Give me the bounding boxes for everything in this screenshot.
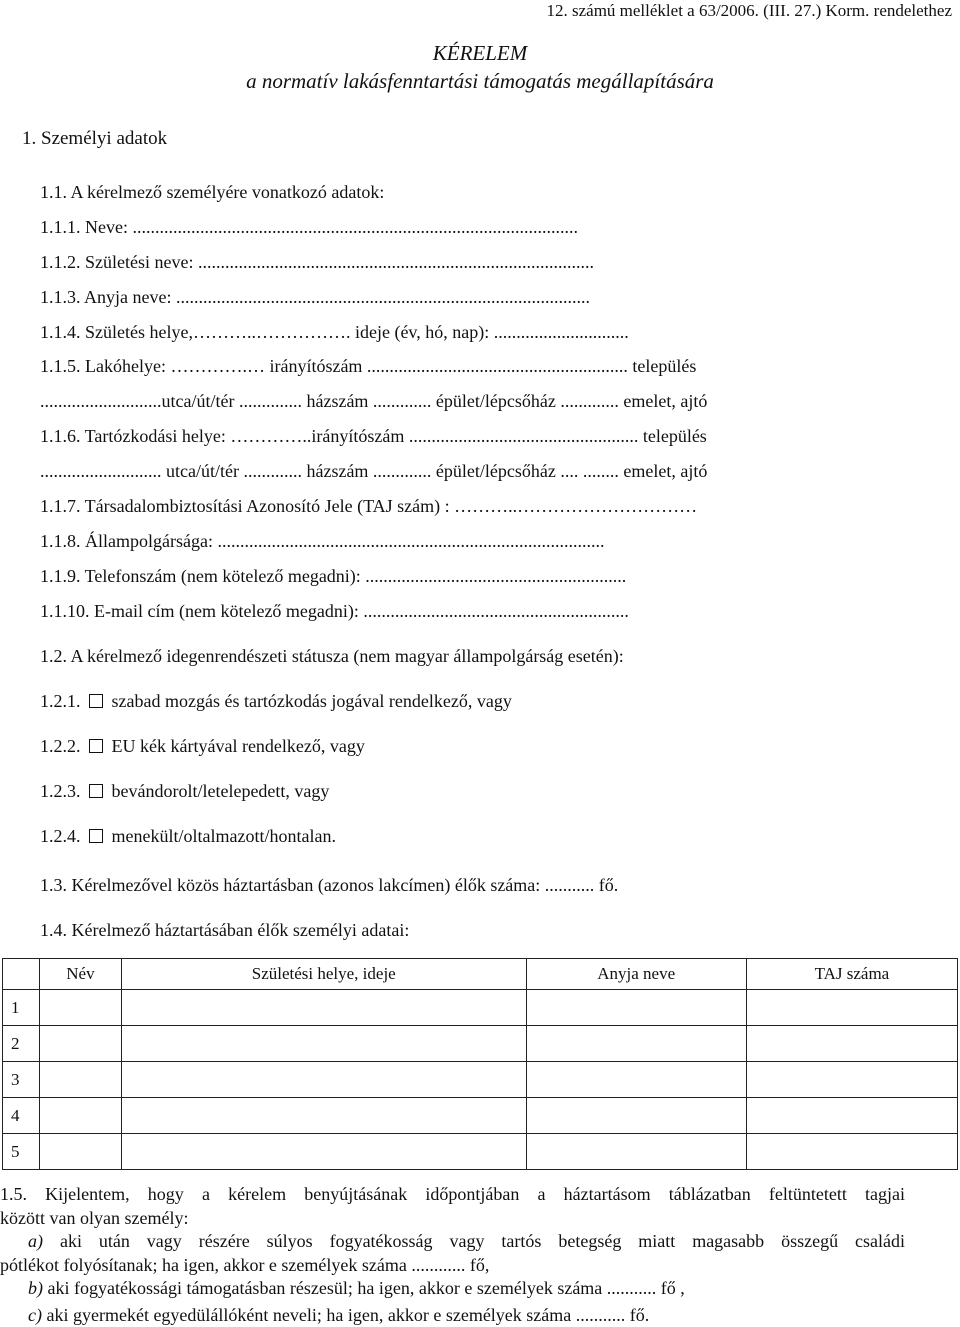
declaration-b[interactable] <box>28 1277 685 1299</box>
column-header-mother: Anyja neve <box>526 959 746 990</box>
table-cell[interactable] <box>526 990 746 1026</box>
option-number: 1.2.1. <box>40 691 81 711</box>
table-cell[interactable] <box>121 1098 526 1134</box>
table-cell[interactable] <box>746 1098 957 1134</box>
table-header-row <box>3 959 958 990</box>
column-header-birth: Születési helye, ideje <box>121 959 526 990</box>
table-row <box>3 1134 958 1170</box>
checkbox[interactable] <box>89 694 103 708</box>
field-email[interactable]: 1.1.10. E-mail cím (nem kötelező megadni): ........................................................... <box>40 601 629 621</box>
table-cell[interactable] <box>121 990 526 1026</box>
household-members-table <box>2 958 958 1170</box>
checkbox[interactable] <box>89 829 103 843</box>
item-c-text: aki gyermekét egyedülállóként neveli; ha igen, akkor e személyek száma ........... fő. <box>46 1305 650 1325</box>
field-1-2-status: 1.2. A kérelmező idegenrendészeti státusza (nem magyar állampolgárság esetén): <box>40 646 624 666</box>
table-cell[interactable] <box>526 1134 746 1170</box>
field-taj[interactable]: 1.1.7. Társadalombiztosítási Azonosító Jele (TAJ szám) : ………..………………………… <box>40 496 698 516</box>
item-b-text: aki fogyatékossági támogatásban részesül; ha igen, akkor e személyek száma ........... fő , <box>47 1278 685 1298</box>
option-label: szabad mozgás és tartózkodás jogával rendelkező, vagy <box>111 691 512 711</box>
field-birth-name[interactable]: 1.1.2. Születési neve: ........................................................................................ <box>40 252 594 272</box>
option-label: bevándorolt/letelepedett, vagy <box>111 781 330 801</box>
field-residence-line2[interactable]: ...........................utca/út/tér .............. házszám ............. épület/lépcsőház ............. emelet, ajtó <box>40 391 708 411</box>
declaration-c[interactable] <box>28 1304 649 1326</box>
option-label: menekült/oltalmazott/hontalan. <box>111 826 336 846</box>
field-1-1: 1.1. A kérelmező személyére vonatkozó adatok: <box>40 182 385 202</box>
item-a-text: aki után vagy részére súlyos fogyatékosság vagy tartós betegség miatt magasabb összegű családi <box>59 1231 906 1251</box>
row-number: 1 <box>3 990 40 1026</box>
declaration-line-2: között van olyan személy: <box>0 1208 189 1228</box>
field-stay-line1[interactable]: 1.1.6. Tartózkodási helye: …………..irányítószám ................................................... település <box>40 426 707 446</box>
item-label-a: a) <box>28 1231 43 1251</box>
option-number: 1.2.2. <box>40 736 81 756</box>
table-corner-cell <box>3 959 40 990</box>
table-row <box>3 990 958 1026</box>
field-stay-line2[interactable]: ........................... utca/út/tér ............. házszám ............. épület/lépcsőház .... ........ emelet, ajtó <box>40 461 708 481</box>
annex-reference: 12. számú melléklet a 63/2006. (III. 27.) Korm. rendelethez <box>546 1 952 20</box>
table-cell[interactable] <box>40 1134 122 1170</box>
field-residence-line1[interactable]: 1.1.5. Lakóhelye: ………….… irányítószám .......................................................... település <box>40 356 697 376</box>
table-cell[interactable] <box>746 1026 957 1062</box>
field-name[interactable]: 1.1.1. Neve: ................................................................................................... <box>40 217 578 237</box>
item-label-c: c) <box>28 1305 42 1325</box>
table-row <box>3 1098 958 1134</box>
option-label: EU kék kártyával rendelkező, vagy <box>111 736 365 756</box>
table-cell[interactable] <box>121 1134 526 1170</box>
field-household-count[interactable]: 1.3. Kérelmezővel közös háztartásban (azonos lakcímen) élők száma: ........... fő. <box>40 875 619 895</box>
table-cell[interactable] <box>40 1062 122 1098</box>
item-label-b: b) <box>28 1278 43 1298</box>
table-row <box>3 1062 958 1098</box>
checkbox[interactable] <box>89 784 103 798</box>
table-row <box>3 1026 958 1062</box>
field-birth-place-date[interactable]: 1.1.4. Születés helye,………..……………. ideje (év, hó, nap): .............................. <box>40 322 629 342</box>
option-number: 1.2.4. <box>40 826 81 846</box>
table-cell[interactable] <box>121 1026 526 1062</box>
option-1-2-2 <box>40 735 365 757</box>
document-title: KÉRELEM <box>432 41 528 65</box>
option-number: 1.2.3. <box>40 781 81 801</box>
document-subtitle: a normatív lakásfenntartási támogatás megállapítására <box>246 69 714 93</box>
declaration-a-line-2[interactable]: pótlékot folyósítanak; ha igen, akkor e személyek száma ............ fő, <box>0 1255 490 1275</box>
option-1-2-3 <box>40 780 329 802</box>
field-mother-name[interactable]: 1.1.3. Anyja neve: ............................................................................................ <box>40 287 590 307</box>
field-phone[interactable]: 1.1.9. Telefonszám (nem kötelező megadni): .......................................................... <box>40 566 627 586</box>
row-number: 4 <box>3 1098 40 1134</box>
section-heading-personal-data: 1. Személyi adatok <box>22 128 168 149</box>
table-cell[interactable] <box>40 1026 122 1062</box>
option-1-2-4 <box>40 825 336 847</box>
option-1-2-1 <box>40 690 512 712</box>
declaration-a-line-1 <box>0 1230 905 1252</box>
field-citizenship[interactable]: 1.1.8. Állampolgársága: ...................................................................................... <box>40 531 605 551</box>
declaration-line-1: 1.5. Kijelentem, hogy a kérelem benyújtásának időpontjában a háztartásom táblázatban feltüntetett tagjai <box>0 1184 905 1204</box>
table-cell[interactable] <box>40 990 122 1026</box>
column-header-name: Név <box>40 959 122 990</box>
field-1-4-household-heading: 1.4. Kérelmező háztartásában élők személyi adatai: <box>40 920 410 940</box>
table-cell[interactable] <box>121 1062 526 1098</box>
table-cell[interactable] <box>526 1062 746 1098</box>
column-header-taj: TAJ száma <box>746 959 957 990</box>
row-number: 5 <box>3 1134 40 1170</box>
table-cell[interactable] <box>40 1098 122 1134</box>
table-cell[interactable] <box>746 1062 957 1098</box>
checkbox[interactable] <box>89 739 103 753</box>
table-cell[interactable] <box>526 1098 746 1134</box>
table-cell[interactable] <box>746 1134 957 1170</box>
row-number: 3 <box>3 1062 40 1098</box>
table-cell[interactable] <box>746 990 957 1026</box>
row-number: 2 <box>3 1026 40 1062</box>
table-cell[interactable] <box>526 1026 746 1062</box>
